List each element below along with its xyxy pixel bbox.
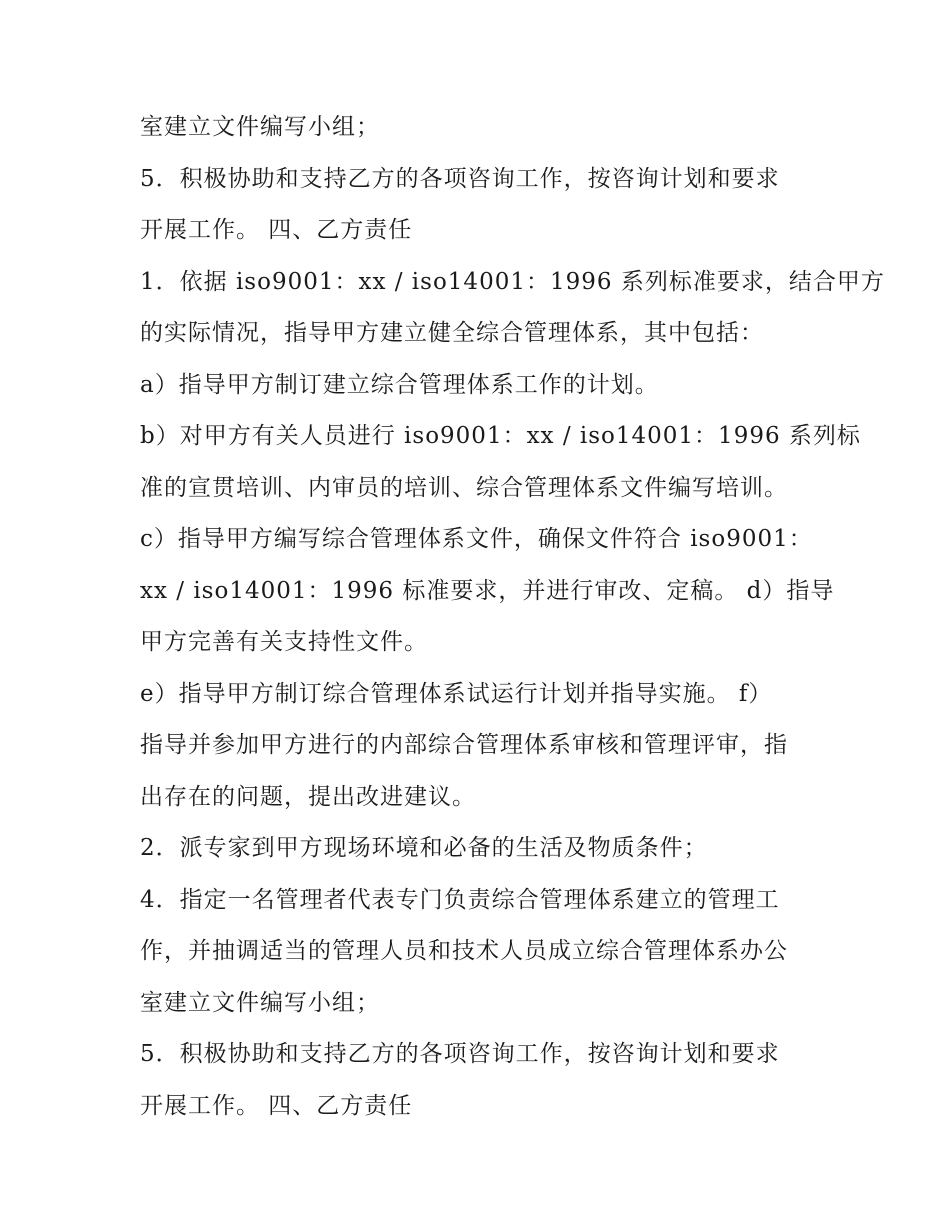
text-line: xx / iso14001：1996 标准要求，并进行审改、定稿。 d）指导 xyxy=(140,577,835,604)
text-line: 1．依据 iso9001：xx / iso14001：1996 系列标准要求，结合甲方 xyxy=(140,268,885,295)
text-line: 开展工作。 四、乙方责任 xyxy=(140,1092,413,1119)
text-line: 5．积极协助和支持乙方的各项咨询工作，按咨询计划和要求 xyxy=(140,1041,780,1067)
text-line: 指导并参加甲方进行的内部综合管理体系审核和管理评审，指 xyxy=(140,732,788,758)
text-line: 4．指定一名管理者代表专门负责综合管理体系建立的管理工 xyxy=(140,886,780,913)
text-line: e）指导甲方制订综合管理体系试运行计划并指导实施。 f） xyxy=(140,680,773,707)
text-line: 作，并抽调适当的管理人员和技术人员成立综合管理体系办公 xyxy=(140,938,788,964)
text-line: 准的宣贯培训、内审员的培训、综合管理体系文件编写培训。 xyxy=(140,474,788,501)
text-line: a）指导甲方制订建立综合管理体系工作的计划。 xyxy=(140,371,659,398)
text-line: b）对甲方有关人员进行 iso9001：xx / iso14001：1996 系列标 xyxy=(140,423,861,449)
text-line: 出存在的问题，提出改进建议。 xyxy=(140,783,476,810)
text-line: 开展工作。 四、乙方责任 xyxy=(140,217,413,243)
text-line: 的实际情况，指导甲方建立健全综合管理体系，其中包括： xyxy=(140,320,764,346)
text-line: 甲方完善有关支持性文件。 xyxy=(140,629,428,655)
document-body xyxy=(140,102,885,1132)
text-line: 室建立文件编写小组； xyxy=(140,989,380,1016)
text-line: 室建立文件编写小组； xyxy=(140,114,380,140)
text-line: 2．派专家到甲方现场环境和必备的生活及物质条件； xyxy=(140,835,708,861)
text-line: c）指导甲方编写综合管理体系文件，确保文件符合 iso9001： xyxy=(140,526,813,552)
text-line: 5．积极协助和支持乙方的各项咨询工作，按咨询计划和要求 xyxy=(140,165,780,192)
